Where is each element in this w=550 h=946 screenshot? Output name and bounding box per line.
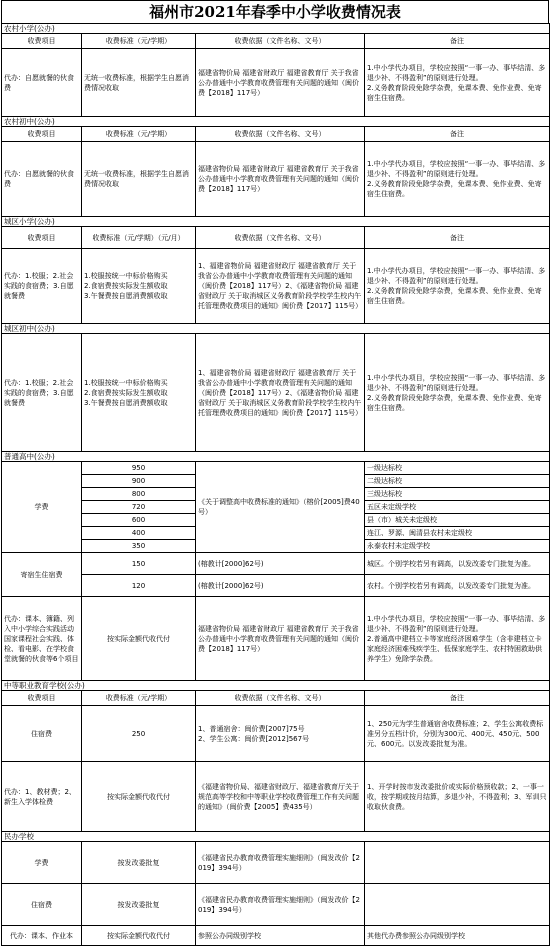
cell-remark: 1.中小学代办项目，学校应按照“一事一办、事毕结清、多退少补、不得盈利”的原则进行处理。 2.义务教育阶段免除学杂费，免课本费、免作业费、免寄宿生住宿费。 [365, 49, 550, 117]
cell-remark: 农村。个别学校若另有调高，以发改委专门批复为准。 [365, 575, 550, 597]
cell-basis: (榕教计[2000]62号) [196, 575, 365, 597]
cell-standard: 1.校服按统一中标价格购买 2.食宿费按实际发生额收取 3.午餐费按自愿消费额收取 [82, 334, 196, 452]
cell-item: 代办：自愿就餐的伙食费 [2, 49, 82, 117]
cell-item: 代办：1.校服；2.社会实践的食宿费；3.自愿就餐费 [2, 334, 82, 452]
table-row [2, 249, 550, 324]
cell-remark: 五区未定级学校 [365, 501, 550, 514]
cell-standard: 按发改委批复 [82, 842, 196, 884]
header-basis: 收费依据（文件名称、文号） [196, 127, 365, 142]
cell-standard: 350 [82, 540, 196, 553]
cell-remark [365, 884, 550, 926]
cell-remark: 城区。个别学校若另有调高，以发改委专门批复为准。 [365, 553, 550, 575]
cell-basis: 福建省物价局 福建省财政厅 福建省教育厅 关于我省公办普通中小学教育收费管理有关问题的通知（闽价费【2018】117号） [196, 49, 365, 117]
header-row [2, 127, 550, 142]
cell-basis: (榕教计[2000]62号) [196, 553, 365, 575]
header-standard: 收费标准（元/学期） [82, 691, 196, 706]
cell-basis: 1、福建省物价局 福建省财政厅 福建省教育厅 关于我省公办普通中小学教育收费管理有关问题的通知（闽价费【2018】117号）2、《福建省物价局 福建省财政厅 关于取消城区义务教育阶段学校学生校内午托管理费收费项目的通知》闽价费【2017】115号） [196, 249, 365, 324]
table-row [2, 49, 550, 117]
header-remark: 备注 [365, 691, 550, 706]
cell-item: 学费 [2, 842, 82, 884]
header-remark: 备注 [365, 227, 550, 249]
cell-remark: 三级达标校 [365, 488, 550, 501]
page-title: 福州市2021年春季中小学收费情况表 [1, 0, 549, 23]
cell-item: 代办：课本、作业本 [2, 926, 82, 946]
cell-basis: 参照公办同级别学校 [196, 926, 365, 946]
cell-standard: 120 [82, 575, 196, 597]
header-row [2, 227, 550, 249]
cell-item: 住宿费 [2, 706, 82, 762]
cell-item: 代办：课本、簿籍、列入中小学综合实践活动国家课程社会实践、体检、看电影、在学校食堂就餐的伙食等6个项目 [2, 597, 82, 681]
header-item: 收费项目 [2, 691, 82, 706]
section-heading: 城区小学(公办) [2, 217, 550, 227]
header-standard: 收费标准（元/学期）（元/月） [82, 227, 196, 249]
cell-item: 代办：1、教材费；2、新生入学体检费 [2, 762, 82, 832]
header-standard: 收费标准（元/学期） [82, 34, 196, 49]
cell-remark [365, 842, 550, 884]
cell-remark: 永泰农村未定级学校 [365, 540, 550, 553]
cell-remark: 1.中小学代办项目，学校应按照“一事一办、事毕结清、多退少补、不得盈利”的原则进行处理。 2.义务教育阶段免除学杂费，免课本费、免作业费、免寄宿生住宿费。 [365, 142, 550, 217]
cell-remark: 1.中小学代办项目，学校应按照“一事一办、事毕结清、多退少补、不得盈利”的原则进行处理。 2.普通高中建档立卡等家庭经济困难学生（含非建档立卡家庭经济困难残疾学生、低保家庭学生、农村特困救助供养学生）免除学杂费。 [365, 597, 550, 681]
cell-item: 代办：自愿就餐的伙食费 [2, 142, 82, 217]
cell-remark: 1.中小学代办项目，学校应按照“一事一办、事毕结清、多退少补、不得盈利”的原则进行处理。 2.义务教育阶段免除学杂费，免课本费、免作业费、免寄宿生住宿费。 [365, 249, 550, 324]
header-item: 收费项目 [2, 227, 82, 249]
section-heading: 民办学校 [2, 832, 550, 842]
cell-remark: 1、开学时按市发改委批价或实际价格预收款；2、一事一收，按学期或按月结算，多退少补，不得盈利；3、军训只收取伙食费。 [365, 762, 550, 832]
fee-document [1, 0, 549, 946]
cell-standard: 按发改委批复 [82, 884, 196, 926]
cell-remark: 1、250元为学生普通宿舍收费标准；2、学生公寓收费标准另分五档计价，分别为300元、400元、450元、500元、600元。以发改委批复为准。 [365, 706, 550, 762]
header-item: 收费项目 [2, 34, 82, 49]
section-heading: 农村初中(公办) [2, 117, 550, 127]
cell-remark: 连江、罗源、闽清县农村未定级校 [365, 527, 550, 540]
cell-remark: 一级达标校 [365, 462, 550, 475]
header-basis: 收费依据（文件名称、文号） [196, 691, 365, 706]
cell-standard: 150 [82, 553, 196, 575]
cell-item: 代办：1.校服；2.社会实践的食宿费；3.自愿就餐费 [2, 249, 82, 324]
table-row [2, 884, 550, 926]
cell-basis: 《关于调整高中收费标准的通知》（榕价[2005]费40号） [196, 462, 365, 553]
cell-basis: 福建省物价局 福建省财政厅 福建省教育厅 关于我省公办普通中小学教育收费管理有关问题的通知（闽价费【2018】117号） [196, 142, 365, 217]
cell-standard: 无统一收费标准，根据学生自愿消费情况收取 [82, 49, 196, 117]
cell-standard: 按实际金额代收代付 [82, 926, 196, 946]
section-heading: 普通高中(公办) [2, 452, 550, 462]
cell-basis: 1、福建省物价局 福建省财政厅 福建省教育厅 关于我省公办普通中小学教育收费管理有关问题的通知（闽价费【2018】117号）2、《福建省物价局 福建省财政厅 关于取消城区义务教育阶段学校学生校内午托管理费收费项目的通知》闽价费【2017】115号） [196, 334, 365, 452]
table-row [2, 462, 550, 475]
cell-remark: 县（市）城关未定级校 [365, 514, 550, 527]
header-remark: 备注 [365, 34, 550, 49]
cell-standard: 250 [82, 706, 196, 762]
header-standard: 收费标准（元/学期） [82, 127, 196, 142]
table-row [2, 334, 550, 452]
table-row [2, 842, 550, 884]
cell-item: 寄宿生住宿费 [2, 553, 82, 597]
cell-standard: 无统一收费标准，根据学生自愿消费情况收取 [82, 142, 196, 217]
header-item: 收费项目 [2, 127, 82, 142]
cell-standard: 720 [82, 501, 196, 514]
table-row [2, 597, 550, 681]
cell-standard: 按实际金额代收代付 [82, 762, 196, 832]
header-basis: 收费依据（文件名称、文号） [196, 227, 365, 249]
table-row [2, 926, 550, 946]
cell-remark: 二级达标校 [365, 475, 550, 488]
cell-standard: 400 [82, 527, 196, 540]
header-basis: 收费依据（文件名称、文号） [196, 34, 365, 49]
cell-remark: 1.中小学代办项目，学校应按照“一事一办、事毕结清、多退少补、不得盈利”的原则进行处理。 2.义务教育阶段免除学杂费，免课本费、免作业费、免寄宿生住宿费。 [365, 334, 550, 452]
cell-remark: 其他代办费参照公办同级别学校 [365, 926, 550, 946]
section-heading: 农村小学(公办) [2, 24, 550, 34]
table-row [2, 762, 550, 832]
cell-standard: 1.校服按统一中标价格购买 2.食宿费按实际发生额收取 3.午餐费按自愿消费额收取 [82, 249, 196, 324]
cell-standard: 900 [82, 475, 196, 488]
cell-standard: 950 [82, 462, 196, 475]
cell-basis: 《福建省民办教育收费管理实施细则》（闽发改价【2019】394号） [196, 842, 365, 884]
header-remark: 备注 [365, 127, 550, 142]
cell-item: 学费 [2, 462, 82, 553]
cell-standard: 800 [82, 488, 196, 501]
cell-basis: 1、普通宿舍：闽价费[2007]75号 2、学生公寓：闽价费[2012]567号 [196, 706, 365, 762]
section-heading: 城区初中(公办) [2, 324, 550, 334]
section-heading: 中等职业教育学校(公办) [2, 681, 550, 691]
cell-basis: 《福建省民办教育收费管理实施细则》（闽发改价【2019】394号） [196, 884, 365, 926]
table-row [2, 706, 550, 762]
fee-table [1, 23, 550, 946]
header-row [2, 34, 550, 49]
cell-standard: 按实际金额代收代付 [82, 597, 196, 681]
cell-item: 住宿费 [2, 884, 82, 926]
header-row [2, 691, 550, 706]
table-row [2, 575, 550, 597]
cell-basis: 福建省物价局 福建省财政厅 福建省教育厅 关于我省公办普通中小学教育收费管理有关问题的通知（闽价费【2018】117号） [196, 597, 365, 681]
cell-basis: 《福建省物价局、福建省财政厅、福建省教育厅关于规范高等学校和中等职业学校收费管理工作有关问题的通知》（闽价费【2005】费435号） [196, 762, 365, 832]
table-row [2, 553, 550, 575]
table-row [2, 142, 550, 217]
cell-standard: 600 [82, 514, 196, 527]
